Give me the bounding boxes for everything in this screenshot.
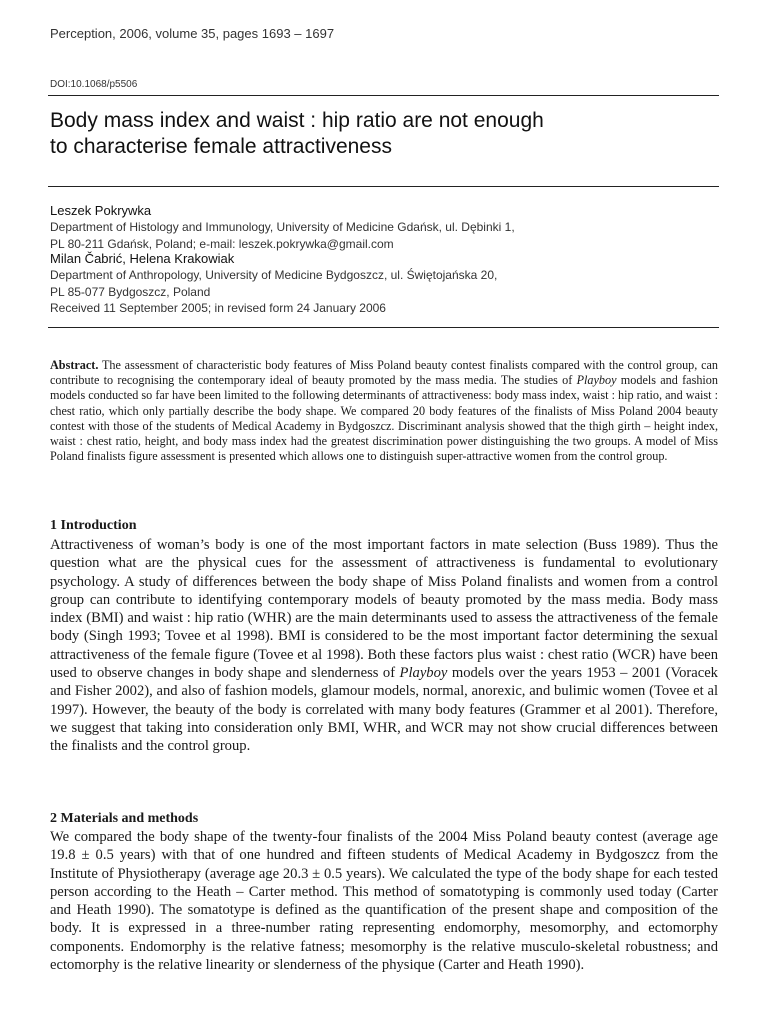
doi: DOI:10.1068/p5506 — [50, 79, 138, 90]
affiliation-line: PL 80-211 Gdańsk, Poland; e-mail: leszek.pokrywka@gmail.com — [50, 236, 394, 251]
affiliation-line: PL 85-077 Bydgoszcz, Poland — [50, 284, 211, 299]
abstract — [50, 358, 718, 464]
body-text: We compared the body shape of the twenty-four finalists of the 2004 Miss Poland beauty contest (average age 19.8 ± 0.5 years) with that of one hundred and fifteen students of Medical Academy in Bydgoszcz from the Institute of Physiotherapy (average age 20.3 ± 0.5 years). We calculated the type of the body shape for each tested person according to the Heath – Carter method. This method of somatotyping is commonly used today (Carter and Heath 1990). The somatotype is defined as the quantification of the present shape and composition of the body. It is expressed in a three-number rating representing endomorphy, mesomorphy, and ectomorphy components. Endomorphy is the relative fatness; mesomorphy is the relative musculo-skeletal robustness; and ectomorphy is the relative linearity or slenderness of the physique (Carter and Heath 1990). — [50, 829, 718, 974]
abstract-italic: Playboy — [576, 373, 617, 388]
received-dates: Received 11 September 2005; in revised form 24 January 2006 — [50, 301, 386, 315]
body-text: models over the years 1953 – 2001 (Voracek and Fisher 2002), and also of fashion models, glamour models, normal, anorexic, and bulimic women (Tovee et al 1997). However, the beauty of the body is correlated with many body features (Grammer et al 2001). Therefore, we suggest that taking into consideration only BMI, WHR, and WCR may not show crucial differences between the finalists and the control group. — [50, 665, 718, 755]
abstract-text: The assessment of characteristic body features of Miss Poland beauty contest finalists compared with the control group, can contribute to recognising the contemporary ideal of beauty promoted by the mass media. The studies of — [50, 358, 718, 388]
body-italic: Playboy — [399, 665, 448, 682]
affiliation-line: Department of Histology and Immunology, University of Medicine Gdańsk, ul. Dębinki 1, — [50, 220, 515, 234]
affiliation-line: Department of Anthropology, University of Medicine Bydgoszcz, ul. Świętojańska 20, — [50, 268, 498, 282]
author-affiliation — [50, 219, 515, 252]
introduction-body — [50, 536, 718, 756]
section-heading-methods: 2 Materials and methods — [50, 811, 199, 826]
header-rule — [48, 95, 719, 96]
author-name: Leszek Pokrywka — [50, 203, 152, 218]
title-line-2: to characterise female attractiveness — [50, 135, 392, 158]
author-affiliation — [50, 267, 497, 317]
article-title — [50, 108, 544, 160]
methods-body — [50, 828, 718, 974]
title-line-1: Body mass index and waist : hip ratio are not enough — [50, 109, 544, 132]
body-text: Attractiveness of woman’s body is one of the most important factors in mate selection (Buss 1989). Thus the question what are the physical cues for the assessment of attractiveness is fundamental to evolutionary psychology. A study of differences between the body shape of Miss Poland finalists and women from a control group can contribute to identifying contemporary models of beauty promoted by the mass media. Body mass index (BMI) and waist : hip ratio (WHR) are the main determinants used to assess the attractiveness of the female body (Singh 1993; Tovee et al 1998). BMI is considered to be the most important factor determining the sexual attractiveness of the female figure (Tovee et al 1998). Both these factors plus waist : chest ratio (WCR) have been used to observe changes in body shape and slenderness of — [50, 537, 718, 682]
abstract-label: Abstract. — [50, 358, 99, 372]
affiliation-rule — [48, 327, 719, 328]
author-name: Milan Čabrić, Helena Krakowiak — [50, 251, 235, 266]
section-heading-introduction: 1 Introduction — [50, 518, 137, 533]
journal-citation: Perception, 2006, volume 35, pages 1693 – 1697 — [50, 26, 335, 41]
title-rule — [48, 186, 719, 187]
abstract-text: models and fashion models conducted so far have been limited to the following determinants of attractiveness: body mass index, waist : hip ratio, and waist : chest ratio, which only partially describe the body shape. We compared 20 body features of the finalists of Miss Poland 2004 beauty contest with those of the students of Medical Academy in Bydgoszcz. Discriminant analysis showed that the thigh girth – height index, waist : chest ratio, height, and body mass index had the greatest discrimination power distinguishing the two groups. A model of Miss Poland finalists figure assessment is presented which allows one to distinguish super-attractive women from the control group. — [50, 373, 718, 464]
